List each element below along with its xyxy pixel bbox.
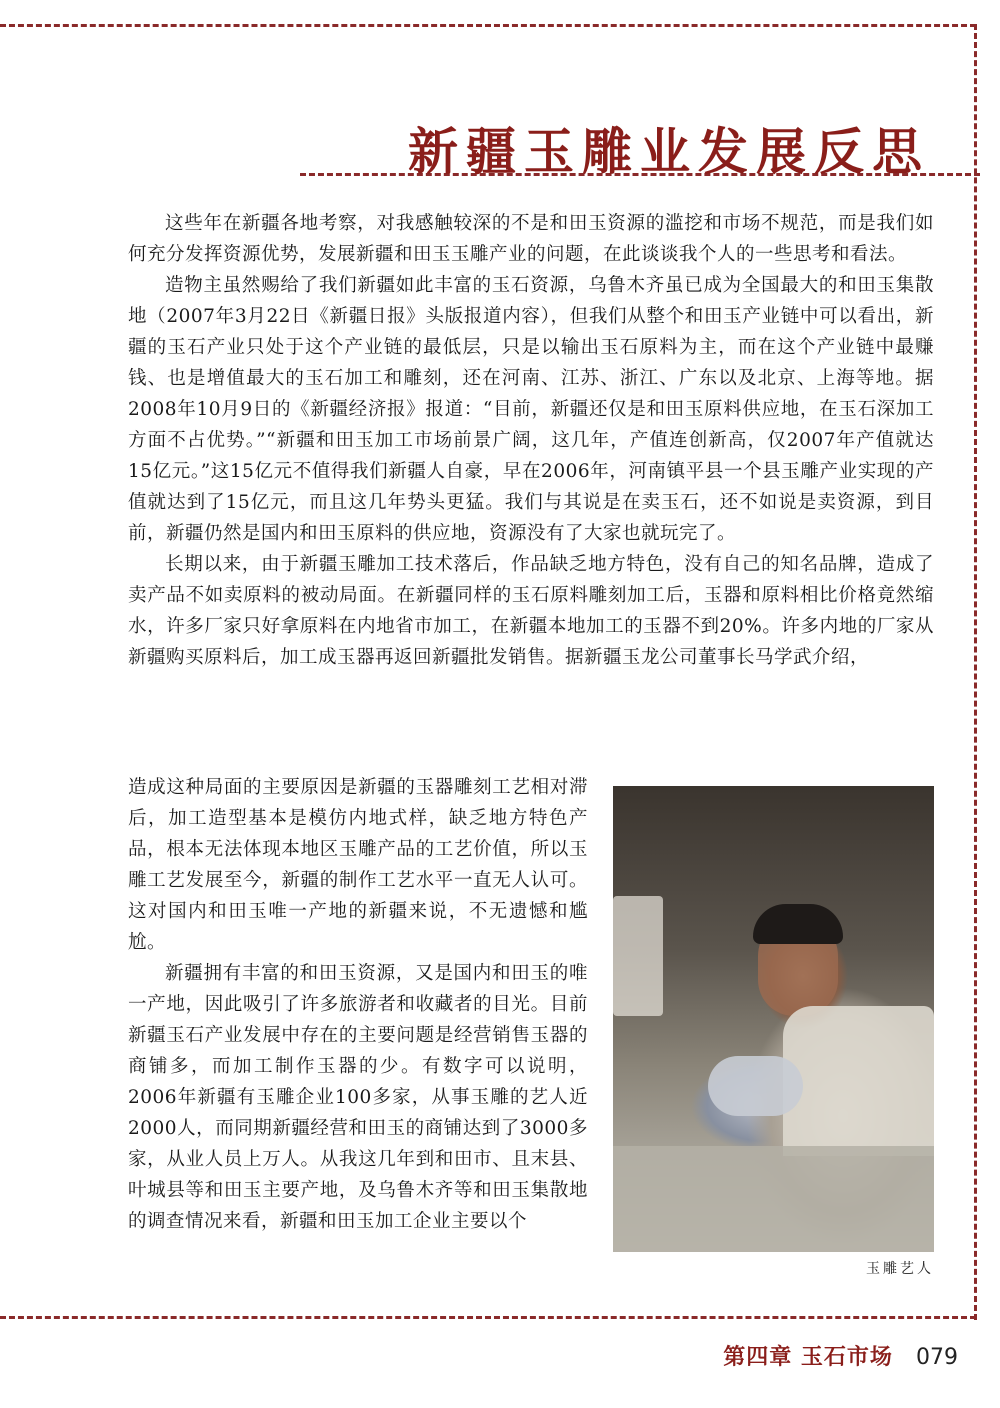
right-border bbox=[974, 24, 977, 1320]
chapter-label: 第四章 玉石市场 bbox=[723, 1344, 893, 1370]
top-border bbox=[0, 24, 976, 27]
article-body-narrow bbox=[128, 772, 588, 1237]
photo-figure-hair bbox=[753, 904, 843, 944]
photo-figure-body bbox=[783, 1006, 934, 1156]
photo-workbench bbox=[613, 1146, 934, 1252]
jade-carver-photo bbox=[613, 786, 934, 1252]
page-footer bbox=[723, 1340, 958, 1371]
page-title: 新疆玉雕业发展反思 bbox=[408, 123, 930, 181]
paragraph: 长期以来，由于新疆玉雕加工技术落后，作品缺乏地方特色，没有自己的知名品牌，造成了卖产品不如卖原料的被动局面。在新疆同样的玉石原料雕刻加工后，玉器和原料相比价格竟然缩水，许多厂家只好拿原料在内地省市加工，在新疆本地加工的玉器不到20%。许多内地的厂家从新疆购买原料后，加工成玉器再返回新疆批发销售。据新疆玉龙公司董事长马学武介绍， bbox=[128, 554, 934, 668]
paragraph: 造物主虽然赐给了我们新疆如此丰富的玉石资源，乌鲁木齐虽已成为全国最大的和田玉集散地（2007年3月22日《新疆日报》头版报道内容），但我们从整个和田玉产业链中可以看出，新疆的玉石产业只处于这个产业链的最低层，只是以输出玉石原料为主，而在这个产业链中最赚钱、也是增值最大的玉石加工和雕刻，还在河南、江苏、浙江、广东以及北京、上海等地。据2008年10月9日的《新疆经济报》报道：“目前，新疆还仅是和田玉原料供应地，在玉石深加工方面不占优势。”“新疆和田玉加工市场前景广阔，这几年，产值连创新高，仅2007年产值就达15亿元。”这15亿元不值得我们新疆人自豪，早在2006年，河南镇平县一个县玉雕产业实现的产值就达到了15亿元，而且这几年势头更猛。我们与其说是在卖玉石，还不如说是卖资源，到目前，新疆仍然是国内和田玉原料的供应地，资源没有了大家也就玩完了。 bbox=[128, 275, 934, 544]
article-body-full-width bbox=[128, 208, 934, 673]
paragraph: 造成这种局面的主要原因是新疆的玉器雕刻工艺相对滞后，加工造型基本是模仿内地式样，缺乏地方特色产品，根本无法体现本地区玉雕产品的工艺价值，所以玉雕工艺发展至今，新疆的制作工艺水平一直无人认可。这对国内和田玉唯一产地的新疆来说，不无遗憾和尴尬。 bbox=[128, 777, 588, 953]
bottom-border bbox=[0, 1316, 976, 1319]
photo-jade-piece bbox=[708, 1056, 803, 1116]
paragraph: 新疆拥有丰富的和田玉资源，又是国内和田玉的唯一产地，因此吸引了许多旅游者和收藏者的目光。目前新疆玉石产业发展中存在的主要问题是经营销售玉器的商铺多，而加工制作玉器的少。有数字可以说明，2006年新疆有玉雕企业100多家，从事玉雕的艺人近2000人，而同期新疆经营和田玉的商铺达到了3000多家，从业人员上万人。从我这几年到和田市、且末县、叶城县等和田玉主要产地，及乌鲁木齐等和田玉集散地的调查情况来看，新疆和田玉加工企业主要以个 bbox=[128, 963, 588, 1232]
photo-window-light bbox=[613, 896, 663, 1016]
photo-caption: 玉雕艺人 bbox=[866, 1261, 934, 1277]
paragraph: 这些年在新疆各地考察，对我感触较深的不是和田玉资源的滥挖和市场不规范，而是我们如何充分发挥资源优势，发展新疆和田玉玉雕产业的问题，在此谈谈我个人的一些思考和看法。 bbox=[128, 213, 934, 265]
page-number: 079 bbox=[916, 1345, 958, 1370]
